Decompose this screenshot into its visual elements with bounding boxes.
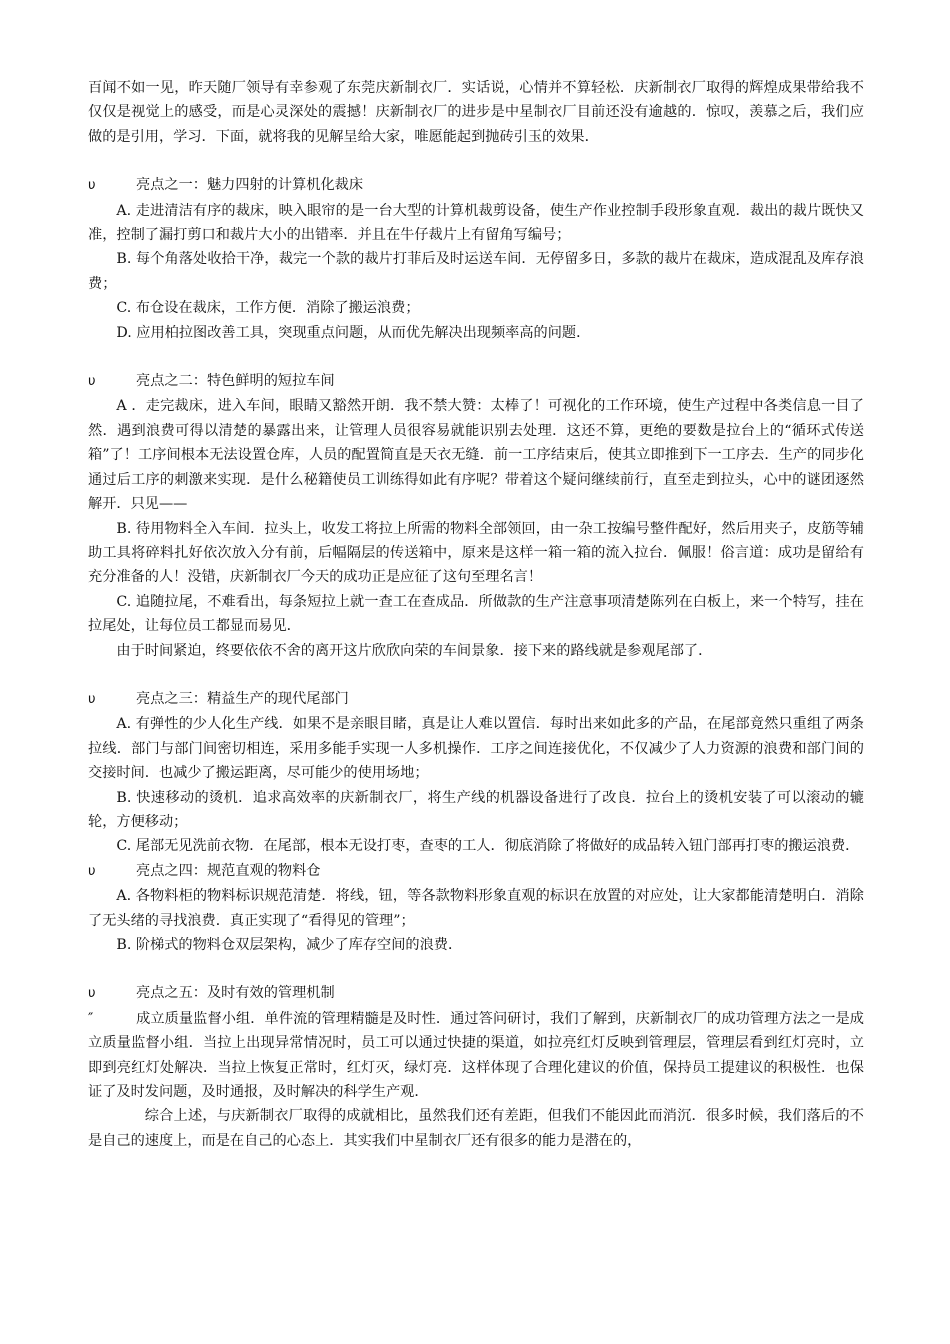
section-3-item-a: A. 有弹性的少人化生产线．如果不是亲眼目睹，真是让人难以置信．每时出来如此多的产品，在尾部竟然只重组了两条拉线．部门与部门间密切相连，采用多能手实现一人多机操作．工序之间连接优化，不仅减少了人力资源的浪费和部门间的交接时间．也减少了搬运距离，尽可能少的使用场地； xyxy=(88,716,864,782)
section-4-item-a: A. 各物料柜的物料标识规范清楚．将线，钮，等各款物料形象直观的标识在放置的对应处，让大家都能清楚明白．消除了无头绪的寻找浪费．真正实现了“看得见的管理”； xyxy=(88,888,864,929)
section-3-item-c: C. 尾部无见洗前衣物．在尾部，根本无设打枣，查枣的工人．彻底消除了将做好的成品转入钮门部再打枣的搬运浪费． xyxy=(116,838,860,855)
section-1-item-d: D. 应用柏拉图改善工具，突现重点问题，从而优先解决出现频率高的问题． xyxy=(116,324,591,341)
section-4-heading xyxy=(88,859,864,884)
bullet-icon: υ xyxy=(88,986,96,1002)
intro-paragraph: 百闻不如一见，昨天随厂领导有幸参观了东莞庆新制衣厂．实话说，心情并不算轻松．庆新制衣厂取得的辉煌成果带给我不仅仅是视觉上的感受，而是心灵深处的震撼！庆新制衣厂的进步是中星制衣厂目前还没有逾越的．惊叹，羡慕之后，我们应做的是引用，学习．下面，就将我的见解呈给大家，唯愿能起到抛砖引玉的效果． xyxy=(88,80,864,145)
document-body xyxy=(88,76,864,1153)
section-5-heading xyxy=(88,981,864,1006)
section-3-title: 亮点之三：精益生产的现代尾部门 xyxy=(136,690,349,707)
spacer xyxy=(88,345,864,369)
section-2-heading xyxy=(88,369,864,394)
section-4-item-b: B. 阶梯式的物料仓双层架构，减少了库存空间的浪费． xyxy=(116,937,463,953)
section-1-item-c: C. 布仓设在裁床，工作方便．消除了搬运浪费； xyxy=(116,300,420,317)
bullet-icon: υ xyxy=(88,374,96,390)
section-5-title: 亮点之五：及时有效的管理机制 xyxy=(136,985,335,1002)
section-5-body-paragraph xyxy=(88,1007,864,1105)
section-5-body: 成立质量监督小组．单件流的管理精髓是及时性．通过答问研讨，我们了解到，庆新制衣厂的成功管理方法之一是成立质量监督小组．当拉上出现异常情况时，员工可以通过快捷的渠道，如拉亮红灯反映到管理层，管理层看到红灯亮时，立即到亮红灯处解决．当拉上恢复正常时，红灯灭，绿灯亮．这样体现了合理化建议的价值，保持员工提建议的积极性．也保证了及时发问题，及时通报，及时解决的科学生产观． xyxy=(88,1010,864,1101)
bullet-icon: υ xyxy=(88,863,96,879)
section-4-title: 亮点之四：规范直观的物料仓 xyxy=(136,862,321,879)
section-2-item-a: A ．走完裁床，进入车间，眼睛又豁然开朗．我不禁大赞：太棒了！可视化的工作环境，使生产过程中各类信息一目了然．遇到浪费可得以清楚的暴露出来，让管理人员很容易就能识别去处理．这还不算，更绝的要数是拉台上的“循环式传送箱”了！工序间根本无法设置仓库，人员的配置简直是天衣无缝．前一工序结束后，使其立即推到下一工序去．生产的同步化通过后工序的刺激来实现．是什么秘籍使员工训练得如此有序呢？带着这个疑问继续前行，直至走到拉头，心中的谜团逐然解开．只见—— xyxy=(88,398,864,513)
section-2-transition: 由于时间紧迫，终要依依不舍的离开这片欣欣向荣的车间景象．接下来的路线就是参观尾部了． xyxy=(116,642,713,659)
section-1-item-b: B. 每个角落处收拾干净，裁完一个款的裁片打菲后及时运送车间．无停留多日，多款的裁片在裁床，造成混乱及库存浪费； xyxy=(88,251,864,292)
section-3-item-b: B. 快速移动的烫机．追求高效率的庆新制衣厂，将生产线的机器设备进行了改良．拉台上的烫机安装了可以滚动的辘轮，方便移动； xyxy=(88,789,864,830)
spacer xyxy=(88,663,864,687)
bullet-icon: υ xyxy=(88,178,96,194)
section-2-item-b: B. 待用物料全入车间．拉头上，收发工将拉上所需的物料全部领回，由一杂工按编号整件配好，然后用夹子，皮筋等辅助工具将碎料扎好依次放入分有前，后幅隔层的传送箱中，原来是这样一箱一箱的流入拉台．佩服！俗言道：成功是留给有充分准备的人！没错，庆新制衣厂今天的成功正是应征了这句至理名言！ xyxy=(88,520,864,586)
section-1-item-a: A. 走进清洁有序的裁床，映入眼帘的是一台大型的计算机裁剪设备，使生产作业控制手段形象直观．裁出的裁片既快又准，控制了漏打剪口和裁片大小的出错率．并且在牛仔裁片上有留角写编号； xyxy=(88,202,864,244)
spacer xyxy=(88,149,864,173)
quote-mark-icon: ″ xyxy=(88,1010,94,1027)
section-2-item-c: C. 追随拉尾，不难看出，每条短拉上就一查工在查成品．所做款的生产注意事项清楚陈列在白板上，来一个特写，挂在拉尾处，让每位员工都显而易见． xyxy=(88,593,864,635)
section-1-title: 亮点之一：魅力四射的计算机化裁床 xyxy=(136,177,364,194)
conclusion-paragraph: 综合上述，与庆新制衣厂取得的成就相比，虽然我们还有差距，但我们不能因此而消沉．很多时候，我们落后的不是自己的速度上，而是在自己的心态上．其实我们中星制衣厂还有很多的能力是潜在的， xyxy=(88,1108,864,1149)
spacer xyxy=(88,957,864,981)
section-1-heading xyxy=(88,173,864,198)
bullet-icon: υ xyxy=(88,691,96,707)
section-3-heading xyxy=(88,687,864,712)
section-2-title: 亮点之二：特色鲜明的短拉车间 xyxy=(136,373,335,390)
